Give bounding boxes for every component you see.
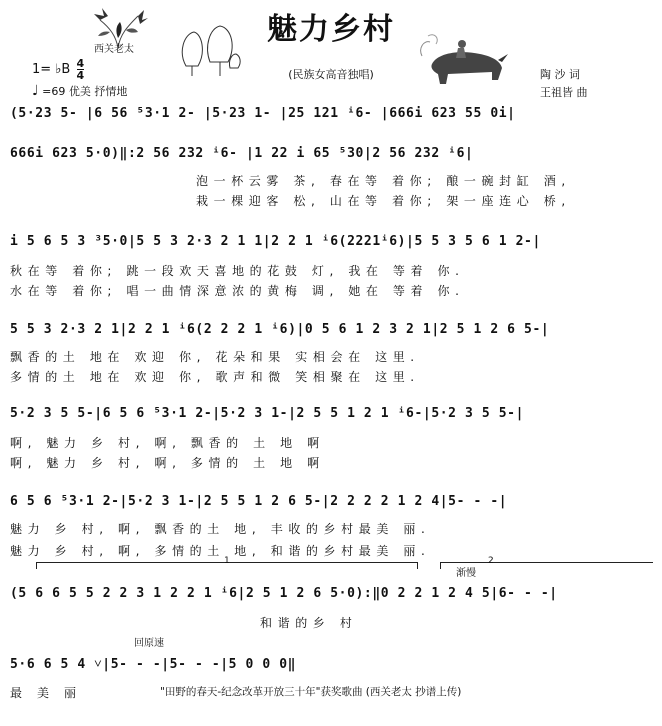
lyric-line-6-verse-2: 魅力 乡 村, 啊, 多情的土 地, 和谐的乡村最美 丽.: [10, 544, 431, 558]
lyric-line-7: 和谐的乡 村: [260, 616, 358, 630]
a-tempo-mark: 回原速: [134, 638, 164, 649]
notation-line-2: 666i 623 5·0)‖:2 56 232 ⁱ6- |1 22 i 65 ⁵30|2 56 232 ⁱ6|: [10, 146, 474, 161]
footer-caption: "田野的春天-纪念改革开放三十年"获奖歌曲 (西关老太 抄谱上传): [160, 686, 462, 698]
tempo-text: =69 优美 抒情地: [42, 85, 128, 98]
lyric-line-5-verse-2: 啊, 魅力 乡 村, 啊, 多情的 土 地 啊: [10, 456, 325, 470]
composer-credit: 王祖皆 曲: [540, 86, 588, 99]
lyric-line-4-verse-1: 飘香的土 地在 欢迎 你, 花朵和果 实相会在 这里.: [10, 350, 420, 364]
lyric-line-6-verse-1: 魅力 乡 村, 啊, 飘香的土 地, 丰收的乡村最美 丽.: [10, 522, 431, 536]
key-text: 1= ♭B: [32, 62, 71, 77]
quarter-note-icon: ♩: [32, 83, 39, 99]
tempo-marking: [32, 83, 127, 99]
lyric-line-3-verse-2: 水在等 着你; 唱一曲情深意浓的黄梅 调, 她在 等着 你.: [10, 284, 465, 298]
lyric-line-3-verse-1: 秋在等 着你; 跳一段欢天喜地的花鼓 灯, 我在 等着 你.: [10, 264, 465, 278]
time-signature: [77, 58, 85, 81]
notation-line-6: 6 5 6 ⁵3·1 2-|5·2 3 1-|2 5 5 1 2 6 5-|2 2 2 2 1 2 4|5- - -|: [10, 494, 508, 509]
volta-number-1: 1: [224, 556, 230, 566]
lyric-line-5-verse-1: 啊, 魅力 乡 村, 啊, 飘香的 土 地 啊: [10, 436, 325, 450]
lyricist-credit: 陶 沙 词: [540, 68, 580, 81]
notation-line-4: 5 5 3 2·3 2 1|2 2 1 ⁱ6(2 2 2 1 ⁱ6)|0 5 6 1 2 3 2 1|2 5 1 2 6 5-|: [10, 322, 550, 337]
lyric-line-2-verse-1: 泡一杯云雾 茶, 春在等 着你; 酿一碗封缸 酒,: [196, 174, 571, 188]
notation-line-5: 5·2 3 5 5-|6 5 6 ⁵3·1 2-|5·2 3 1-|2 5 5 1 2 1 ⁱ6-|5·2 3 5 5-|: [10, 406, 525, 421]
notation-line-1: (5·23 5- |6 56 ⁵3·1 2- |5·23 1- |25 121 ⁱ6- |666i 623 55 0i|: [10, 106, 516, 121]
badge-text: 西关老太: [94, 44, 134, 55]
lyric-line-4-verse-2: 多情的土 地在 欢迎 你, 歌声和微 笑相聚在 这里.: [10, 370, 420, 384]
time-denominator: 4: [76, 69, 85, 82]
ritardando-mark: 渐慢: [456, 568, 476, 579]
song-title: 魅力乡村: [267, 12, 395, 47]
lyric-line-8: 最 美 丽: [10, 686, 82, 700]
lyric-line-2-verse-2: 栽一棵迎客 松, 山在等 着你; 架一座连心 桥,: [196, 194, 571, 208]
notation-line-3: i 5 6 5 3 ³5·0|5 5 3 2·3 2 1 1|2 2 1 ⁱ6(2221ⁱ6)|5 5 3 5 6 1 2-|: [10, 234, 541, 249]
notation-line-7: (5 6 6 5 5 2 2 3 1 2 2 1 ⁱ6|2 5 1 2 6 5·0):‖0 2 2 1 2 4 5|6- - -|: [10, 586, 558, 601]
subtitle: (民族女高音独唱): [288, 68, 374, 81]
time-numerator: 4: [76, 57, 85, 70]
volta-number-2: 2: [488, 556, 494, 566]
key-signature: [32, 58, 84, 81]
notation-line-8: 5·6 6 5 4 ˅|5- - -|5- - -|5 0 0 0‖: [10, 657, 297, 672]
